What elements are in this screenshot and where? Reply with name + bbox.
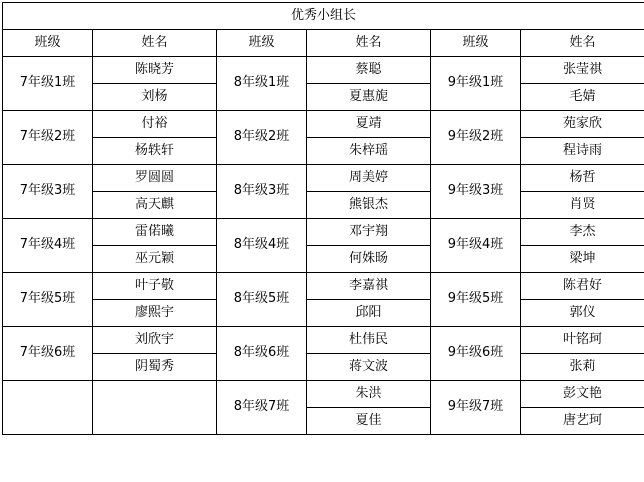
name-cell-grade9: 苑家欣: [521, 111, 644, 138]
table-row: [3, 246, 644, 273]
name-cell-grade7: 阴蜀秀: [93, 354, 217, 381]
name-cell-grade9: 张莹祺: [521, 57, 644, 84]
table-row: [3, 300, 644, 327]
name-cell-grade9: 毛婧: [521, 84, 644, 111]
class-cell-grade9: 9年级6班: [431, 327, 521, 381]
column-header-name-8: 姓名: [307, 30, 431, 57]
table-row: [3, 165, 644, 192]
name-cell-grade9: 叶铭珂: [521, 327, 644, 354]
empty-cell-grade7-name: [93, 381, 217, 435]
name-cell-grade8: 蔡聪: [307, 57, 431, 84]
name-cell-grade7: 罗圆圆: [93, 165, 217, 192]
name-cell-grade8: 李嘉祺: [307, 273, 431, 300]
table-row: [3, 273, 644, 300]
table-row: [3, 84, 644, 111]
name-cell-grade8: 何姝旸: [307, 246, 431, 273]
empty-cell-grade7-class: [3, 381, 93, 435]
name-cell-grade9: 梁坤: [521, 246, 644, 273]
table-header-row: [3, 30, 644, 57]
class-cell-grade8: 8年级1班: [217, 57, 307, 111]
table-row: [3, 381, 644, 408]
column-header-class-8: 班级: [217, 30, 307, 57]
table-row: [3, 219, 644, 246]
table-row: [3, 192, 644, 219]
name-cell-grade8: 熊银杰: [307, 192, 431, 219]
name-cell-grade7: 叶子敬: [93, 273, 217, 300]
class-cell-grade9: 9年级2班: [431, 111, 521, 165]
column-header-name-9: 姓名: [521, 30, 644, 57]
class-cell-grade9: 9年级3班: [431, 165, 521, 219]
group-leaders-table: [2, 2, 644, 435]
class-cell-grade7: 7年级4班: [3, 219, 93, 273]
name-cell-grade9: 彭文艳: [521, 381, 644, 408]
name-cell-grade7: 陈晓芳: [93, 57, 217, 84]
name-cell-grade8: 邱阳: [307, 300, 431, 327]
name-cell-grade8: 夏佳: [307, 408, 431, 435]
class-cell-grade7: 7年级6班: [3, 327, 93, 381]
class-cell-grade9: 9年级1班: [431, 57, 521, 111]
name-cell-grade7: 刘杨: [93, 84, 217, 111]
name-cell-grade9: 陈君好: [521, 273, 644, 300]
name-cell-grade7: 杨轶轩: [93, 138, 217, 165]
class-cell-grade8: 8年级3班: [217, 165, 307, 219]
name-cell-grade7: 雷偌曦: [93, 219, 217, 246]
name-cell-grade9: 杨哲: [521, 165, 644, 192]
class-cell-grade9: 9年级7班: [431, 381, 521, 435]
class-cell-grade9: 9年级4班: [431, 219, 521, 273]
name-cell-grade9: 李杰: [521, 219, 644, 246]
name-cell-grade8: 周美婷: [307, 165, 431, 192]
class-cell-grade8: 8年级6班: [217, 327, 307, 381]
class-cell-grade8: 8年级7班: [217, 381, 307, 435]
name-cell-grade8: 夏靖: [307, 111, 431, 138]
name-cell-grade8: 邓宇翔: [307, 219, 431, 246]
table-row: [3, 138, 644, 165]
class-cell-grade7: 7年级1班: [3, 57, 93, 111]
name-cell-grade8: 朱梓瑶: [307, 138, 431, 165]
table-row: [3, 57, 644, 84]
class-cell-grade8: 8年级2班: [217, 111, 307, 165]
name-cell-grade8: 朱洪: [307, 381, 431, 408]
name-cell-grade8: 蒋文波: [307, 354, 431, 381]
class-cell-grade9: 9年级5班: [431, 273, 521, 327]
name-cell-grade9: 肖贤: [521, 192, 644, 219]
name-cell-grade8: 杜伟民: [307, 327, 431, 354]
table-row: [3, 111, 644, 138]
name-cell-grade7: 刘欣宇: [93, 327, 217, 354]
class-cell-grade7: 7年级2班: [3, 111, 93, 165]
name-cell-grade9: 郭仪: [521, 300, 644, 327]
class-cell-grade7: 7年级5班: [3, 273, 93, 327]
class-cell-grade8: 8年级4班: [217, 219, 307, 273]
name-cell-grade9: 唐艺珂: [521, 408, 644, 435]
column-header-class-7: 班级: [3, 30, 93, 57]
name-cell-grade8: 夏惠旎: [307, 84, 431, 111]
name-cell-grade7: 付裕: [93, 111, 217, 138]
name-cell-grade9: 程诗雨: [521, 138, 644, 165]
class-cell-grade8: 8年级5班: [217, 273, 307, 327]
table-row: [3, 327, 644, 354]
page-title: 优秀小组长: [3, 3, 644, 30]
table-title-row: [3, 3, 644, 30]
column-header-name-7: 姓名: [93, 30, 217, 57]
name-cell-grade7: 巫元颖: [93, 246, 217, 273]
column-header-class-9: 班级: [431, 30, 521, 57]
name-cell-grade9: 张莉: [521, 354, 644, 381]
name-cell-grade7: 高天麒: [93, 192, 217, 219]
name-cell-grade7: 廖熙宇: [93, 300, 217, 327]
class-cell-grade7: 7年级3班: [3, 165, 93, 219]
table-row: [3, 354, 644, 381]
